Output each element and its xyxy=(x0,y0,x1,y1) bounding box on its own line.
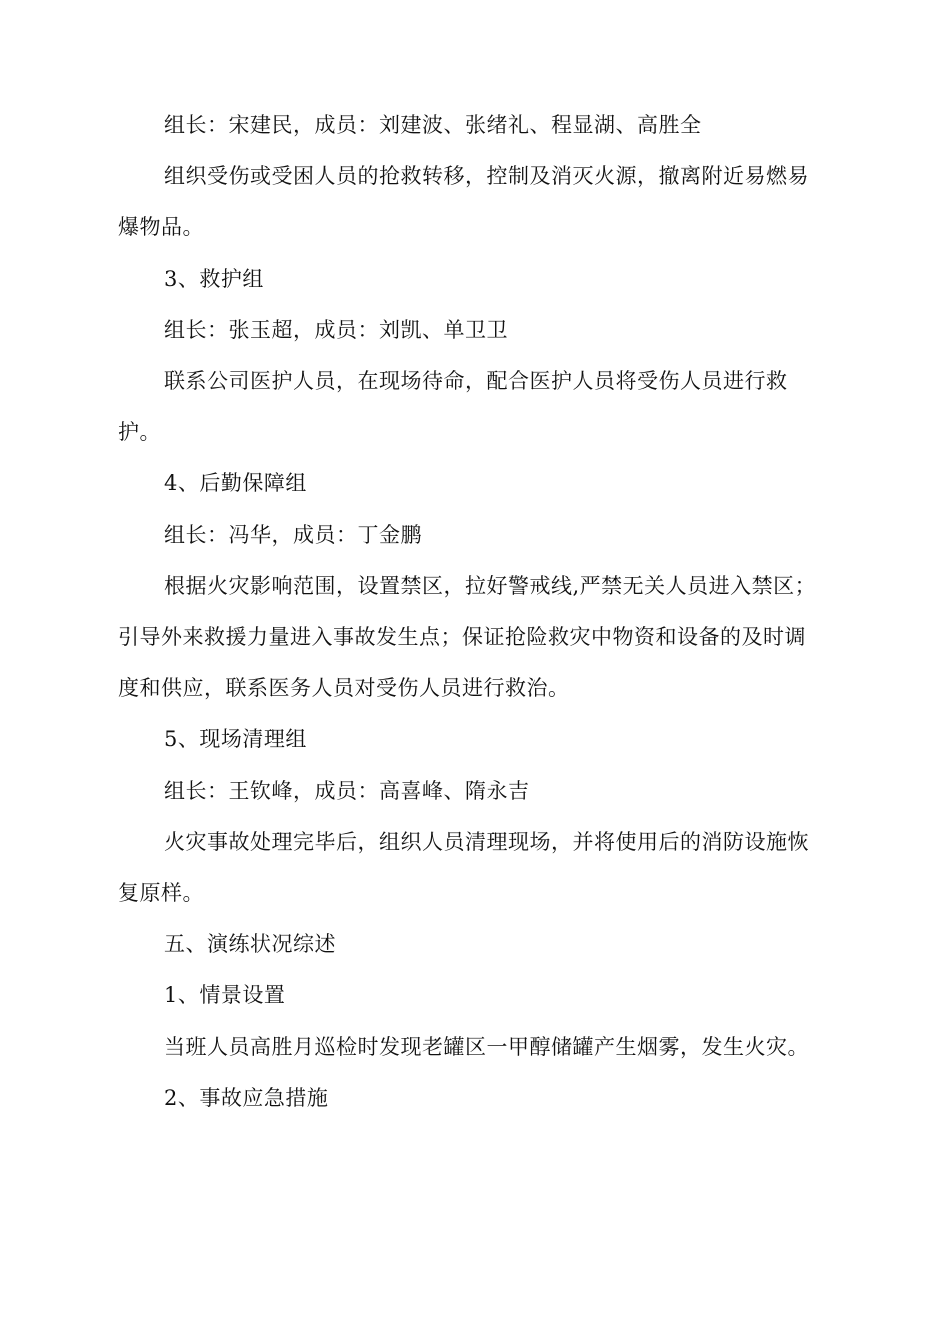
paragraph-cleanup-team-members: 组长：王钦峰，成员：高喜峰、隋永吉 xyxy=(164,778,530,803)
heading-emergency-measures: 2、事故应急措施 xyxy=(164,1085,329,1110)
paragraph-rescue-team-members: 组长：宋建民，成员：刘建波、张绪礼、程显湖、高胜全 xyxy=(164,113,702,137)
heading-medical-team: 3、救护组 xyxy=(164,266,264,291)
document-body xyxy=(118,100,818,1124)
paragraph-logistics-team-members: 组长：冯华，成员：丁金鹏 xyxy=(164,522,422,547)
paragraph-logistics-team-duties: 根据火灾影响范围，设置禁区，拉好警戒线,严禁无关人员进入禁区；引导外来救援力量进入事故发生点；保证抢险救灾中物资和设备的及时调度和供应，联系医务人员对受伤人员进行救治。 xyxy=(118,573,817,701)
paragraph-cleanup-team-duties: 火灾事故处理完毕后，组织人员清理现场，并将使用后的消防设施恢复原样。 xyxy=(118,829,809,906)
heading-cleanup-team: 5、现场清理组 xyxy=(164,727,307,752)
paragraph-scenario-description: 当班人员高胜月巡检时发现老罐区一甲醇储罐产生烟雾，发生火灾。 xyxy=(164,1034,809,1059)
paragraph-medical-team-duties: 联系公司医护人员，在现场待命，配合医护人员将受伤人员进行救护。 xyxy=(118,369,788,445)
paragraph-rescue-team-duties: 组织受伤或受困人员的抢救转移，控制及消灭火源，撤离附近易燃易爆物品。 xyxy=(118,164,809,240)
heading-scenario-setup: 1、情景设置 xyxy=(164,983,286,1008)
heading-drill-summary: 五、演练状况综述 xyxy=(164,932,336,957)
paragraph-medical-team-members: 组长：张玉超，成员：刘凯、单卫卫 xyxy=(164,317,508,342)
heading-logistics-team: 4、后勤保障组 xyxy=(164,471,307,496)
